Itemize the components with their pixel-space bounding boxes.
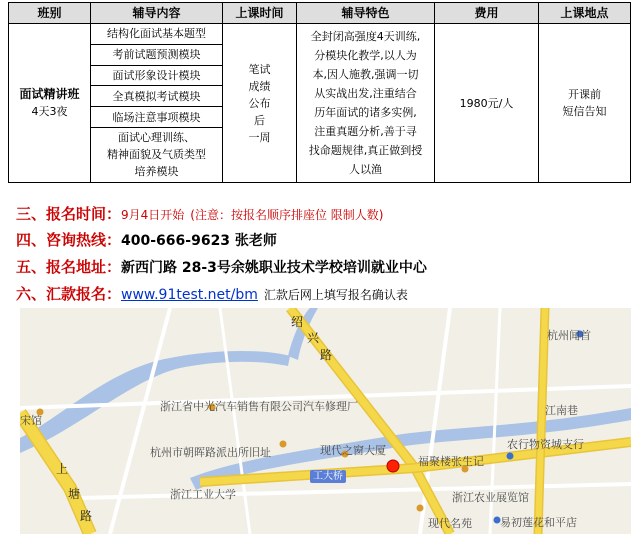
module-item: 全真模拟考试模块 — [91, 86, 223, 107]
module-item: 结构化面试基本题型 — [91, 24, 223, 45]
location-line: 短信告知 — [562, 105, 607, 118]
map-label: 塘 — [68, 487, 81, 501]
map-label: 浙江省中光汽车销售有限公司汽车修理厂 — [160, 400, 358, 413]
class-name: 面试精讲班 — [19, 87, 80, 101]
registration-time-value: 9月4日开始 — [121, 208, 185, 222]
map-label: 宋馆 — [20, 414, 42, 427]
remit-line — [16, 284, 408, 304]
table-header-row — [9, 3, 631, 24]
poi-dot — [280, 441, 287, 448]
schedule-line: 公布 — [248, 96, 271, 110]
registration-link[interactable]: www.91test.net/bm — [121, 287, 258, 303]
minor-road — [80, 484, 631, 498]
schedule-cell — [223, 24, 297, 183]
map-label: 易初莲花和平店 — [500, 516, 577, 529]
address-value: 新西门路 28-3号余姚职业技术学校培训就业中心 — [121, 260, 427, 276]
hotline-value: 400-666-9623 张老师 — [121, 233, 277, 249]
remit-label: 六、汇款报名： — [16, 285, 122, 303]
map-label: 江南巷 — [545, 404, 578, 417]
header-features: 辅导特色 — [297, 3, 435, 24]
feature-line: 全封闭高强度4天训练, — [310, 30, 421, 43]
map-label: 浙江农业展览馆 — [452, 491, 529, 504]
map-label: 福聚楼张生记 — [418, 455, 484, 468]
minor-road — [110, 308, 170, 534]
module-item: 面试形象设计模块 — [91, 65, 223, 86]
module-line: 培养模块 — [134, 165, 179, 179]
map-label: 工大桥 — [310, 470, 346, 483]
address-line — [16, 257, 427, 277]
map-label: 路 — [80, 509, 93, 523]
header-location: 上课地点 — [539, 3, 631, 24]
feature-line: 找命题规律,真正做到授 — [308, 144, 423, 157]
map-graphics — [20, 308, 631, 534]
class-duration: 4天3夜 — [31, 105, 68, 118]
location-cell — [539, 24, 631, 183]
registration-time-note: (注意：按报名顺序排座位 限制人数) — [190, 208, 384, 222]
header-fee: 费用 — [435, 3, 539, 24]
map-label: 现代之窗大厦 — [320, 444, 386, 457]
map-label: 上 — [56, 462, 69, 476]
feature-line: 从实战出发,注重结合 — [314, 87, 417, 100]
map-label: 杭州市朝晖路派出所旧址 — [150, 446, 271, 459]
module-line: 面试心理训练、 — [118, 131, 195, 145]
hotline-line — [16, 230, 277, 250]
module-item: 临场注意事项模块 — [91, 107, 223, 128]
poi-dot — [507, 453, 514, 460]
feature-line: 本,因人施教,强调一切 — [312, 68, 419, 81]
feature-line: 分模块化教学,以人为 — [314, 49, 417, 62]
map-label: 农行物资城支行 — [507, 438, 584, 451]
module-item: 考前试题预测模块 — [91, 44, 223, 65]
features-cell — [297, 24, 435, 183]
remit-note: 汇款后网上填写报名确认表 — [263, 288, 408, 302]
module-item-last — [91, 127, 223, 182]
map-label: 杭州闻首 — [547, 329, 591, 342]
header-class: 班别 — [9, 3, 91, 24]
course-table — [8, 2, 631, 183]
poi-dot — [417, 505, 424, 512]
feature-line: 历年面试的诸多实例, — [314, 106, 417, 119]
feature-line: 人以渔 — [349, 163, 382, 176]
map-label: 绍 — [291, 315, 304, 329]
registration-time-line — [16, 204, 383, 224]
fee-cell: 1980元/人 — [435, 24, 539, 183]
location-map[interactable] — [20, 308, 631, 534]
major-road — [538, 308, 545, 534]
header-content: 辅导内容 — [91, 3, 223, 24]
schedule-line: 成绩 — [248, 79, 271, 93]
map-label: 兴 — [307, 331, 320, 345]
schedule-line: 笔试 — [248, 62, 271, 76]
schedule-line: 一周 — [248, 130, 271, 144]
table-row — [9, 24, 631, 45]
module-line: 精神面貌及气质类型 — [107, 148, 206, 162]
schedule-line: 后 — [254, 113, 265, 127]
map-label: 浙江工业大学 — [170, 488, 236, 501]
location-line: 开课前 — [568, 88, 601, 101]
class-cell — [9, 24, 91, 183]
registration-time-label: 三、报名时间： — [16, 205, 122, 223]
feature-line: 注重真题分析,善于寻 — [314, 125, 417, 138]
header-time: 上课时间 — [223, 3, 297, 24]
address-label: 五、报名地址： — [16, 258, 122, 276]
map-label: 路 — [320, 348, 333, 362]
map-label: 现代名苑 — [428, 517, 472, 530]
hotline-label: 四、咨询热线： — [16, 231, 122, 249]
location-marker — [387, 460, 399, 472]
